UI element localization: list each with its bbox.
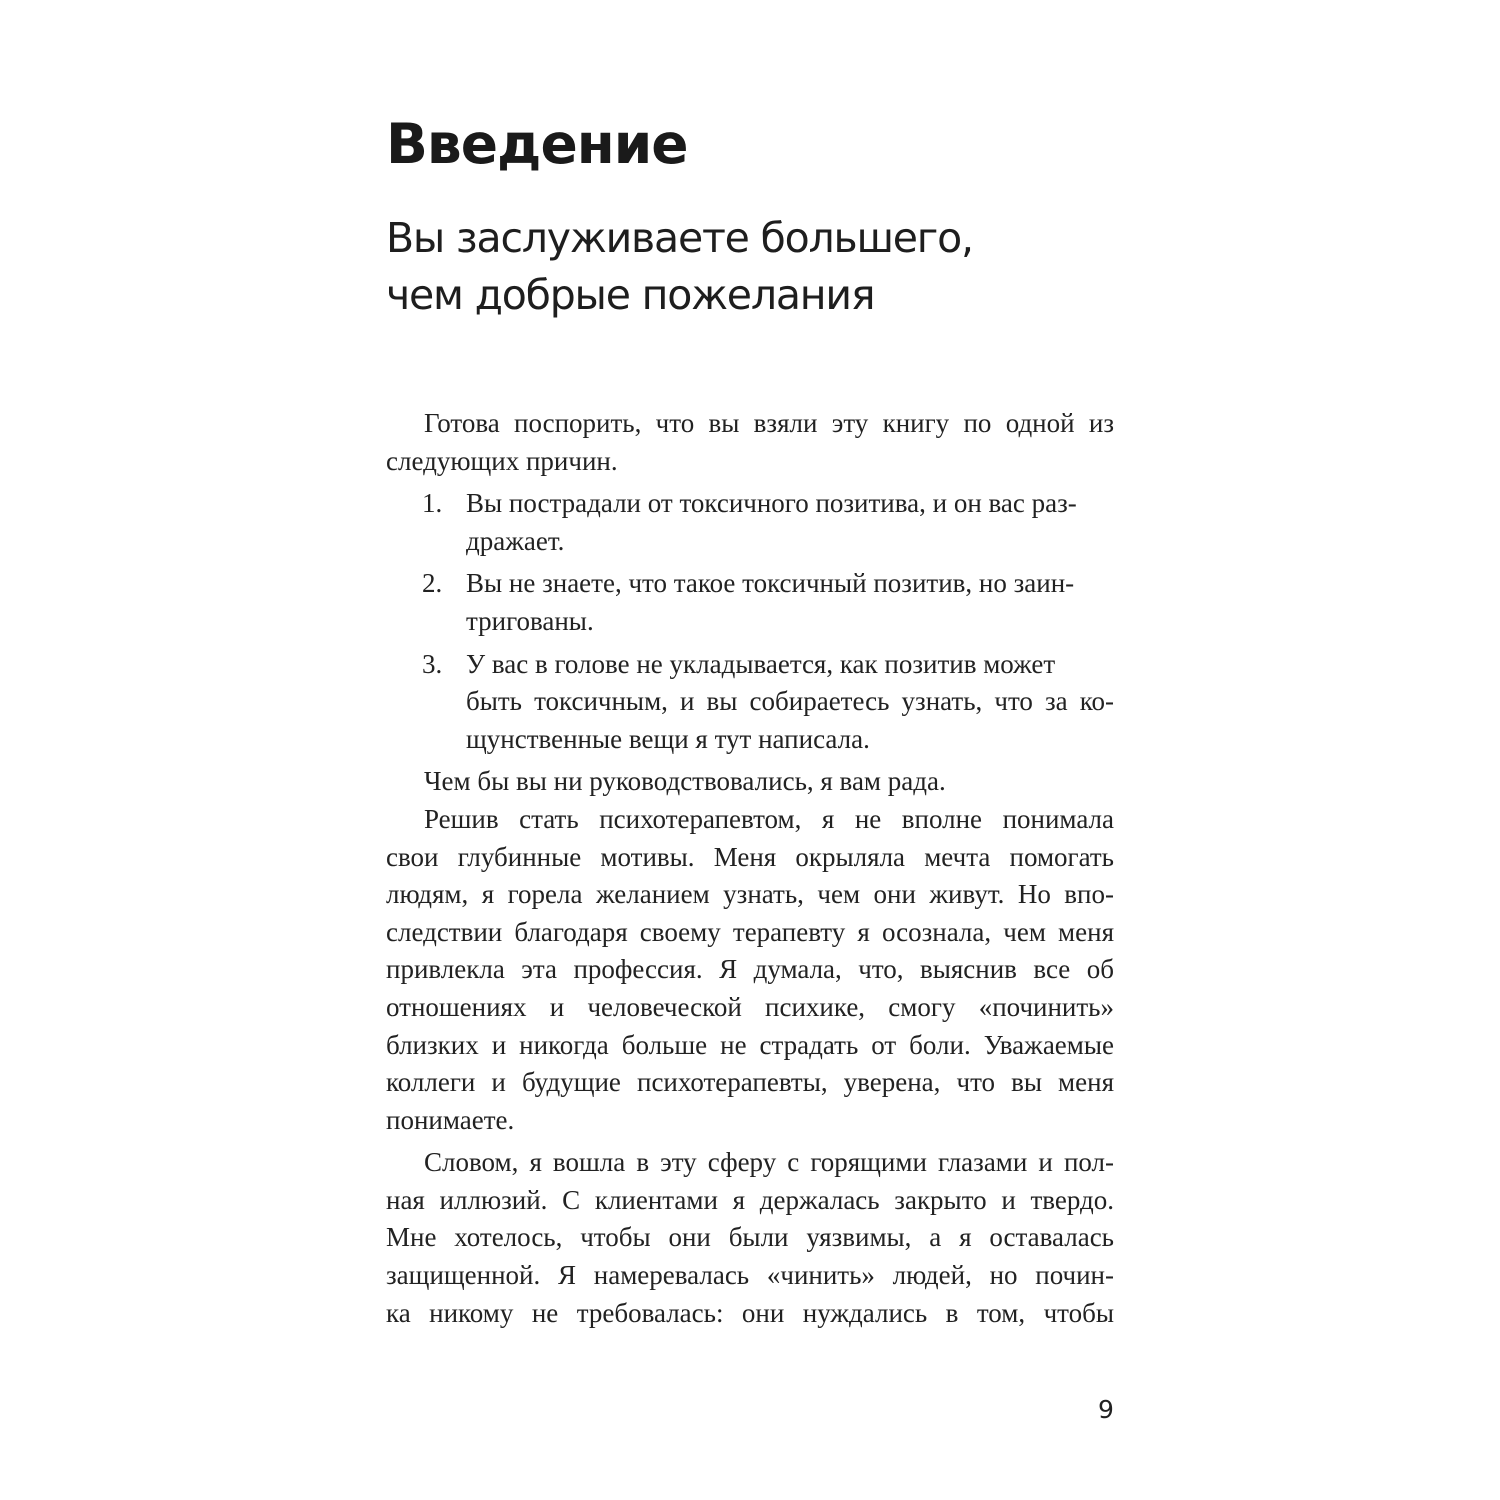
paragraph	[386, 763, 1114, 801]
intro-paragraph	[386, 405, 1114, 480]
list-item-line: дражает.	[466, 525, 565, 556]
text-line: следствии благодаря своему терапевту я осознала, чем меня	[386, 916, 1114, 947]
list-item-text: Вы пострадали от токсичного позитива, и он вас раз-	[466, 488, 1077, 519]
paragraph	[386, 1144, 1114, 1332]
text-line: ка никому не требовалась: они нуждались в том, чтобы	[386, 1297, 1114, 1328]
text-line: защищенной. Я намеревалась «чинить» людей, но почин-	[386, 1260, 1114, 1291]
list-item-line	[386, 646, 1114, 684]
text-line: привлекла эта профессия. Я думала, что, выяснив все об	[386, 954, 1114, 985]
text-line: свои глубинные мотивы. Меня окрыляла мечта помогать	[386, 841, 1114, 872]
body-text	[386, 405, 1114, 1332]
subtitle-line: чем добрые пожелания	[386, 271, 875, 319]
list-item-number: 3.	[422, 648, 443, 679]
list-item-line: быть токсичным, и вы собираетесь узнать, что за ко-	[466, 686, 1114, 717]
list-item-text: Вы не знаете, что такое токсичный позитив, но заин-	[466, 568, 1075, 599]
chapter-title: Введение	[386, 112, 688, 176]
paragraph	[386, 801, 1114, 1139]
list-item	[386, 646, 1114, 759]
text-line: ная иллюзий. С клиентами я держалась закрыто и твердо.	[386, 1184, 1114, 1215]
subtitle-line: Вы заслуживаете большего,	[386, 214, 973, 262]
list-item-number: 2.	[422, 568, 443, 599]
text-line: следующих причин.	[386, 445, 618, 476]
text-line: людям, я горела желанием узнать, чем они живут. Но впо-	[386, 879, 1114, 910]
text-line: близких и никогда больше не страдать от боли. Уважаемые	[386, 1029, 1114, 1060]
chapter-subtitle	[386, 210, 973, 324]
text-line: Решив стать психотерапевтом, я не вполне понимала	[424, 803, 1114, 834]
page-number: 9	[1098, 1395, 1114, 1424]
list-item-text: У вас в голове не укладывается, как позитив может	[466, 648, 1056, 679]
list-item-line: щунственные вещи я тут написала.	[466, 723, 870, 754]
list-item	[386, 485, 1114, 560]
text-line: отношениях и человеческой психике, смогу «починить»	[386, 991, 1114, 1022]
text-line: коллеги и будущие психотерапевты, уверена, что вы меня	[386, 1067, 1114, 1098]
reasons-list	[386, 485, 1114, 758]
text-line: Словом, я вошла в эту сферу с горящими глазами и пол-	[424, 1147, 1114, 1178]
list-item-line: тригованы.	[466, 605, 594, 636]
list-item-number: 1.	[422, 488, 443, 519]
list-item-line	[386, 565, 1114, 603]
text-line: понимаете.	[386, 1104, 515, 1135]
text-line: Готова поспорить, что вы взяли эту книгу по одной из	[424, 408, 1114, 438]
list-item-line	[386, 485, 1114, 523]
list-item	[386, 565, 1114, 640]
text-line: Мне хотелось, чтобы они были уязвимы, а я оставалась	[386, 1222, 1114, 1253]
text-line: Чем бы вы ни руководствовались, я вам рада.	[424, 766, 946, 797]
